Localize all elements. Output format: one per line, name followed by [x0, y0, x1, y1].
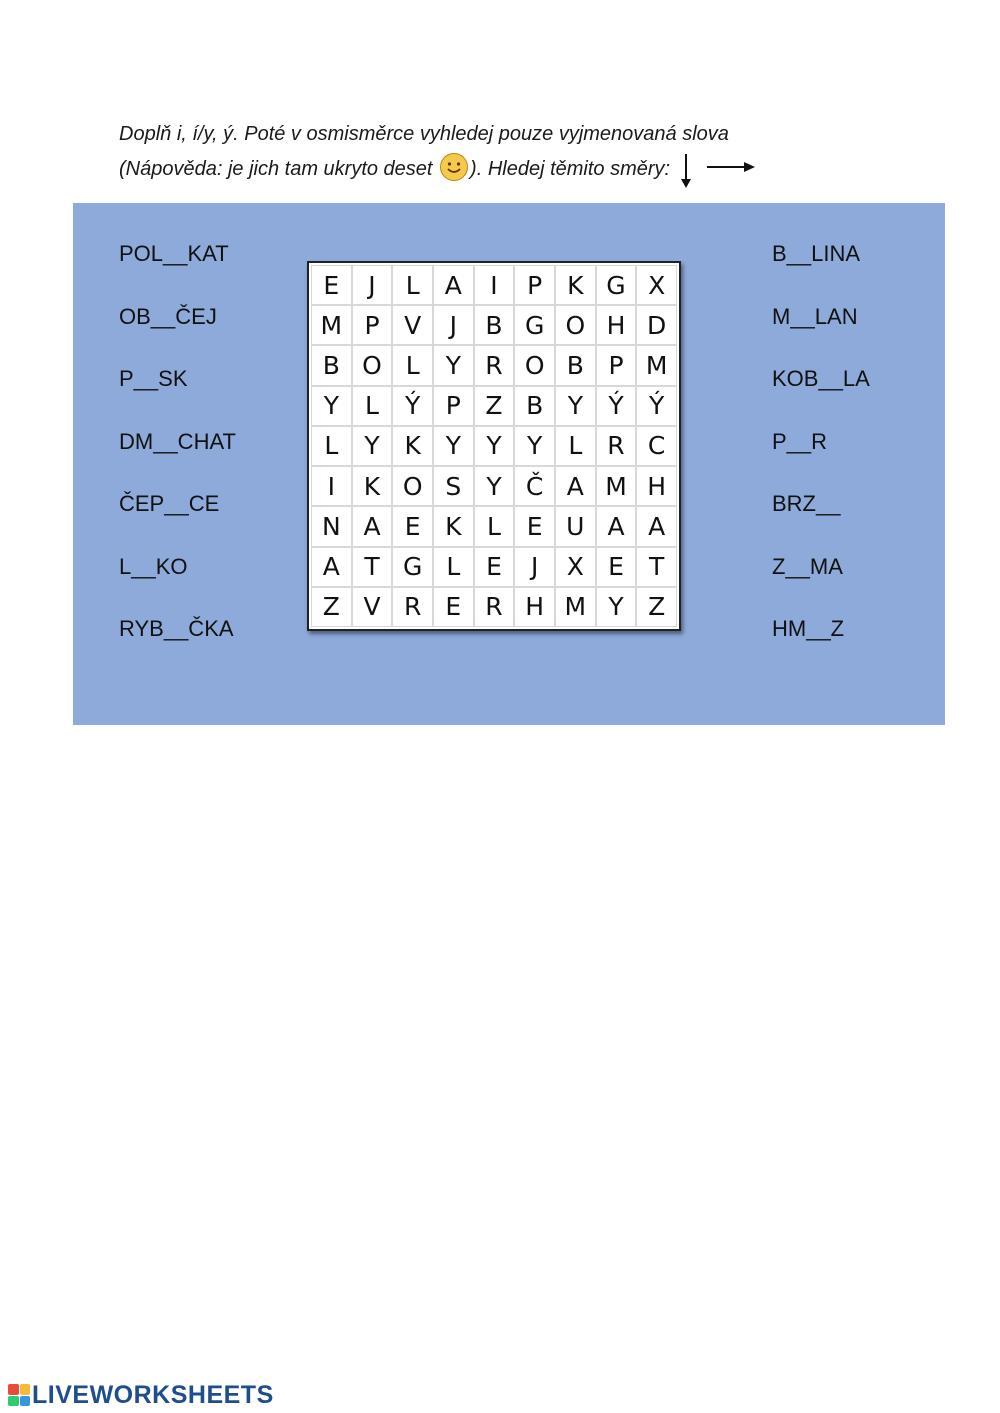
grid-cell[interactable]: T	[636, 547, 677, 587]
instruction-line-2-end: ). Hledej těmito směry:	[470, 158, 671, 180]
grid-cell[interactable]: R	[474, 345, 515, 385]
grid-cell[interactable]: H	[596, 305, 637, 345]
grid-cell[interactable]: X	[555, 547, 596, 587]
left-word-list	[119, 236, 236, 674]
grid-cell[interactable]: J	[514, 547, 555, 587]
grid-cell[interactable]: O	[392, 466, 433, 506]
grid-cell[interactable]: Y	[474, 426, 515, 466]
right-word-6: Z__MA	[772, 553, 843, 579]
grid-cell[interactable]: L	[555, 426, 596, 466]
grid-cell[interactable]: G	[514, 305, 555, 345]
grid-cell[interactable]: Y	[514, 426, 555, 466]
grid-cell[interactable]: L	[392, 345, 433, 385]
grid-cell[interactable]: G	[596, 265, 637, 305]
right-word-list	[772, 236, 870, 674]
left-word-6: L__KO	[119, 553, 188, 579]
instruction-line-1: Doplň i, í/y, ý. Poté v osmisměrce vyhledej pouze vyjmenovaná slova	[119, 123, 729, 145]
grid-cell[interactable]: B	[474, 305, 515, 345]
grid-cell[interactable]: R	[596, 426, 637, 466]
grid-cell[interactable]: Y	[352, 426, 393, 466]
left-word-4: DM__CHAT	[119, 428, 236, 454]
grid-cell[interactable]: L	[352, 386, 393, 426]
left-word-3: P__SK	[119, 366, 188, 391]
right-word-2: M__LAN	[772, 303, 858, 329]
grid-cell[interactable]: H	[636, 466, 677, 506]
grid-cell[interactable]: Z	[474, 386, 515, 426]
grid-cell[interactable]: P	[433, 386, 474, 426]
grid-cell[interactable]: N	[311, 506, 352, 546]
grid-cell[interactable]: E	[392, 506, 433, 546]
grid-cell[interactable]: O	[352, 345, 393, 385]
grid-cell[interactable]: Y	[596, 587, 637, 627]
grid-cell[interactable]: L	[311, 426, 352, 466]
left-word-1: POL__KAT	[119, 241, 229, 266]
grid-cell[interactable]: A	[555, 466, 596, 506]
grid-cell[interactable]: K	[433, 506, 474, 546]
liveworksheets-logo	[8, 1380, 274, 1410]
grid-cell[interactable]: Y	[474, 466, 515, 506]
grid-cell[interactable]: A	[636, 506, 677, 546]
grid-cell[interactable]: K	[555, 265, 596, 305]
left-word-5: ČEP__CE	[119, 491, 220, 516]
grid-cell[interactable]: I	[311, 466, 352, 506]
grid-cell[interactable]: A	[433, 265, 474, 305]
grid-cell[interactable]: R	[474, 587, 515, 627]
grid-cell[interactable]: H	[514, 587, 555, 627]
grid-cell[interactable]: Ý	[636, 386, 677, 426]
grid-cell[interactable]: L	[433, 547, 474, 587]
grid-cell[interactable]: L	[474, 506, 515, 546]
right-word-1: B__LINA	[772, 241, 861, 266]
grid-cell[interactable]: J	[352, 265, 393, 305]
grid-cell[interactable]: P	[352, 305, 393, 345]
right-word-5: BRZ__	[772, 491, 841, 516]
grid-cell[interactable]: A	[352, 506, 393, 546]
grid-cell[interactable]: Y	[311, 386, 352, 426]
grid-cell[interactable]: Ý	[392, 386, 433, 426]
left-word-7: RYB__ČKA	[119, 616, 234, 641]
right-word-7: HM__Z	[772, 616, 845, 641]
grid-cell[interactable]: P	[514, 265, 555, 305]
grid-cell[interactable]: A	[596, 506, 637, 546]
grid-cell[interactable]: Y	[433, 345, 474, 385]
grid-cell[interactable]: Z	[636, 587, 677, 627]
left-word-2: OB__ČEJ	[119, 303, 217, 329]
right-word-3: KOB__LA	[772, 366, 870, 391]
grid-cell[interactable]: J	[433, 305, 474, 345]
instructions	[119, 118, 819, 200]
grid-cell[interactable]: M	[311, 305, 352, 345]
word-search-grid	[307, 261, 681, 631]
grid-cell[interactable]: M	[555, 587, 596, 627]
grid-cell[interactable]: Y	[433, 426, 474, 466]
grid-cell[interactable]: M	[596, 466, 637, 506]
grid-cell[interactable]: M	[636, 345, 677, 385]
logo-mark-icon	[8, 1384, 30, 1406]
grid-cell[interactable]: O	[555, 305, 596, 345]
grid-cell[interactable]: I	[474, 265, 515, 305]
logo-text: LIVEWORKSHEETS	[32, 1380, 274, 1409]
grid-cell[interactable]: Y	[555, 386, 596, 426]
grid-cell[interactable]: Č	[514, 466, 555, 506]
grid-cell[interactable]: C	[636, 426, 677, 466]
grid-cell[interactable]: E	[433, 587, 474, 627]
grid-cell[interactable]: V	[352, 587, 393, 627]
grid-cell[interactable]: A	[311, 547, 352, 587]
grid-cell[interactable]: K	[392, 426, 433, 466]
grid-cell[interactable]: E	[311, 265, 352, 305]
grid-cell[interactable]: G	[392, 547, 433, 587]
grid-cell[interactable]: V	[392, 305, 433, 345]
grid-cell[interactable]: B	[311, 345, 352, 385]
right-word-4: P__R	[772, 428, 828, 454]
grid-cell[interactable]: O	[514, 345, 555, 385]
grid-cell[interactable]: U	[555, 506, 596, 546]
grid-cell[interactable]: Ý	[596, 386, 637, 426]
grid-cell[interactable]: S	[433, 466, 474, 506]
grid-cell[interactable]: X	[636, 265, 677, 305]
grid-cell[interactable]: T	[352, 547, 393, 587]
instruction-line-2-start: (Nápověda: je jich tam ukryto deset	[119, 158, 439, 180]
arrow-down-icon	[680, 153, 692, 200]
grid-cell[interactable]: K	[352, 466, 393, 506]
smiley-icon	[440, 153, 468, 181]
grid-cell[interactable]: D	[636, 305, 677, 345]
grid-cell[interactable]: P	[596, 345, 637, 385]
grid-cell[interactable]: B	[555, 345, 596, 385]
arrow-right-icon	[706, 151, 756, 184]
grid-cell[interactable]: R	[392, 587, 433, 627]
grid-cell[interactable]: Z	[311, 587, 352, 627]
grid-cell[interactable]: E	[596, 547, 637, 587]
grid-cell[interactable]: B	[514, 386, 555, 426]
grid-cell[interactable]: L	[392, 265, 433, 305]
grid-cell[interactable]: E	[474, 547, 515, 587]
instruction-line-2	[119, 151, 819, 200]
grid-cell[interactable]: E	[514, 506, 555, 546]
